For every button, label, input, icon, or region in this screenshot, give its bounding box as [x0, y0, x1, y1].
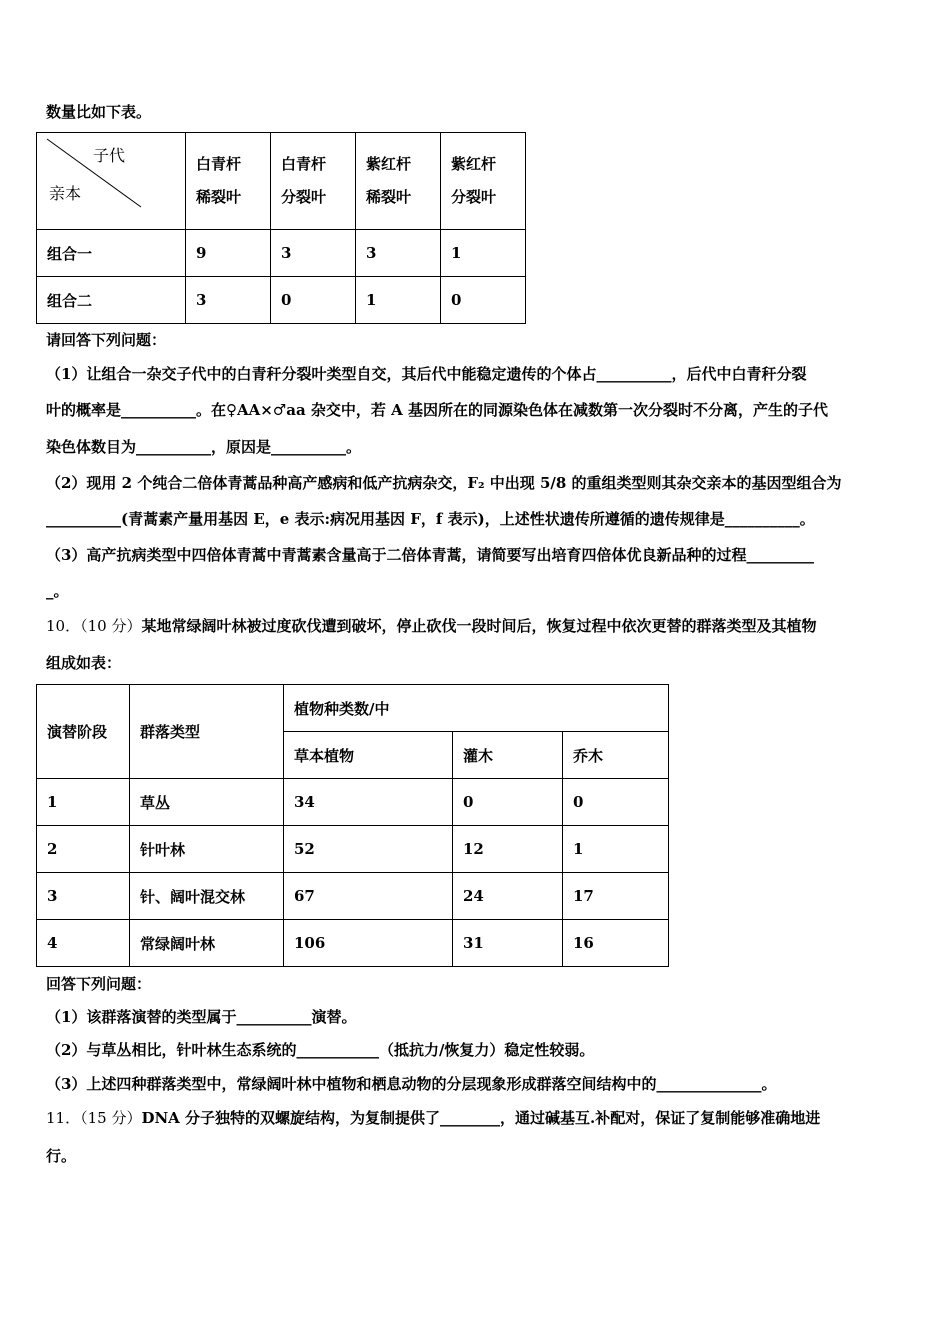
table-corner-cell: [37, 133, 186, 230]
table-cell: 3: [186, 277, 271, 324]
corner-top-label: 子代: [93, 146, 126, 165]
table-cell: 9: [186, 230, 271, 277]
type-cell: 草丛: [130, 779, 284, 826]
table-cell: 3: [356, 230, 441, 277]
stage-cell: 1: [37, 779, 130, 826]
header-species: 植物种类数/中: [284, 685, 669, 732]
q10-number: 10．（10 分）: [46, 617, 142, 635]
herb-cell: 67: [284, 873, 453, 920]
herb-cell: 106: [284, 920, 453, 967]
table-row: [37, 826, 669, 873]
table-row: [37, 230, 526, 277]
table-cell: 0: [271, 277, 356, 324]
q10-stem-line2: 组成如表：: [46, 654, 122, 672]
tree-cell: 1: [563, 826, 669, 873]
herb-cell: 52: [284, 826, 453, 873]
q10-part3: （3）上述四种群落类型中，常绿阔叶林中植物和栖息动物的分层现象形成群落空间结构中的______________。: [46, 1075, 777, 1093]
q9-part3-line1: （3）高产抗病类型中四倍体青蒿中青蒿素含量高于二倍体青蒿，请简要写出培育四倍体优良新品种的过程_________: [46, 546, 814, 564]
q9-part1-line3: 染色体数目为__________，原因是__________。: [46, 438, 362, 456]
table-row: [37, 873, 669, 920]
tree-cell: 0: [563, 779, 669, 826]
intro-text: 数量比如下表。: [46, 103, 152, 121]
col-header: 紫红杆 稀裂叶: [356, 133, 441, 230]
q9-part2-line1: （2）现用 2 个纯合二倍体青蒿品种高产感病和低产抗病杂交，F₂ 中出现 5/8 的重组类型则其杂交亲本的基因型组合为: [46, 474, 842, 492]
q10-prompt: 回答下列问题：: [46, 975, 152, 993]
table-row: [37, 920, 669, 967]
stage-cell: 4: [37, 920, 130, 967]
shrub-cell: 24: [453, 873, 563, 920]
q11-stem-line2: 行。: [46, 1147, 77, 1165]
col-header: 白青杆 分裂叶: [271, 133, 356, 230]
shrub-cell: 31: [453, 920, 563, 967]
q9-part1-line1: （1）让组合一杂交子代中的白青秆分裂叶类型自交，其后代中能稳定遗传的个体占__________，后代中白青秆分裂: [46, 365, 807, 383]
q10-stem-line1: 10．（10 分）某地常绿阔叶林被过度砍伐遭到破坏，停止砍伐一段时间后，恢复过程中依次更替的群落类型及其植物: [46, 617, 817, 635]
succession-table: [36, 684, 669, 967]
shrub-cell: 0: [453, 779, 563, 826]
herb-cell: 34: [284, 779, 453, 826]
header-shrub: 灌木: [453, 732, 563, 779]
table-cell: 1: [441, 230, 526, 277]
type-cell: 常绿阔叶林: [130, 920, 284, 967]
cross-results-table: [36, 132, 526, 324]
table-cell: 3: [271, 230, 356, 277]
row-label: 组合二: [37, 277, 186, 324]
row-label: 组合一: [37, 230, 186, 277]
stage-cell: 2: [37, 826, 130, 873]
q9-part1-line2: 叶的概率是__________。在♀AA×♂aa 杂交中，若 A 基因所在的同源染色体在减数第一次分裂时不分离，产生的子代: [46, 401, 829, 419]
tree-cell: 17: [563, 873, 669, 920]
header-stage: 演替阶段: [37, 685, 130, 779]
table-row: [37, 277, 526, 324]
tree-cell: 16: [563, 920, 669, 967]
shrub-cell: 12: [453, 826, 563, 873]
q10-part1: （1）该群落演替的类型属于__________演替。: [46, 1008, 357, 1026]
corner-bottom-label: 亲本: [49, 184, 82, 203]
col-header: 紫红杆 分裂叶: [441, 133, 526, 230]
q10-part2: （2）与草丛相比，针叶林生态系统的___________（抵抗力/恢复力）稳定性较弱。: [46, 1041, 595, 1059]
col-header: 白青杆 稀裂叶: [186, 133, 271, 230]
header-herb: 草本植物: [284, 732, 453, 779]
q9-prompt: 请回答下列问题：: [46, 331, 167, 349]
q11-number: 11．（15 分）: [46, 1109, 142, 1127]
table-cell: 1: [356, 277, 441, 324]
q11-stem-line1: 11．（15 分）DNA 分子独特的双螺旋结构，为复制提供了________，通过碱基互.补配对，保证了复制能够准确地进: [46, 1109, 821, 1127]
stage-cell: 3: [37, 873, 130, 920]
header-type: 群落类型: [130, 685, 284, 779]
table-cell: 0: [441, 277, 526, 324]
q9-part2-line2: __________(青蒿素产量用基因 E，e 表示:病况用基因 F，f 表示)，上述性状遗传所遵循的遗传规律是__________。: [46, 510, 815, 528]
q9-part3-line2: _。: [46, 582, 69, 600]
type-cell: 针、阔叶混交林: [130, 873, 284, 920]
table-row: [37, 779, 669, 826]
header-tree: 乔木: [563, 732, 669, 779]
type-cell: 针叶林: [130, 826, 284, 873]
